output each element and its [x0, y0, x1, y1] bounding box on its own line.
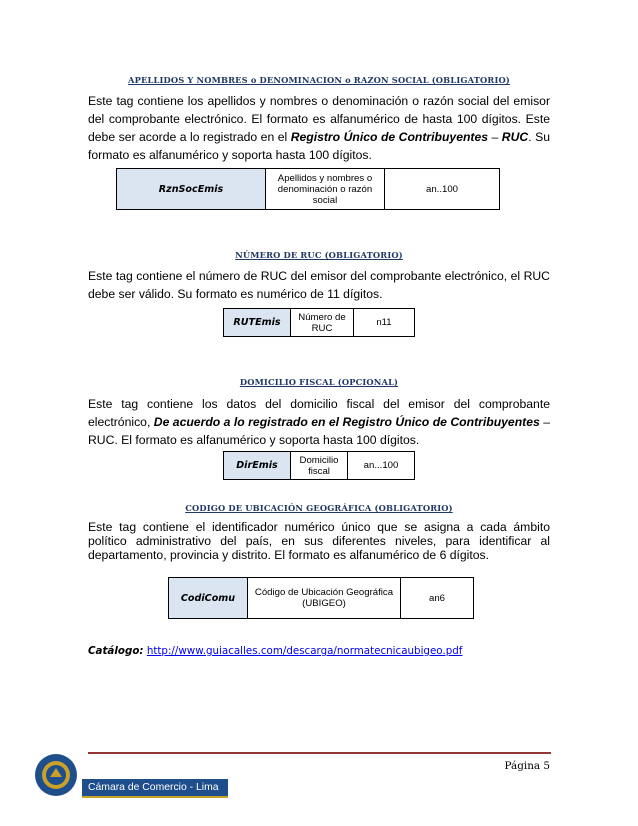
catalog-label: Catálogo: — [88, 645, 144, 657]
banner-underline — [82, 796, 228, 798]
chamber-seal-logo — [34, 753, 78, 797]
tag-table-razon-social — [116, 168, 500, 210]
section-heading-domicilio: DOMICILIO FISCAL (OPCIONAL) — [239, 377, 399, 387]
paragraph-domicilio: Este tag contiene los datos del domicilio fiscal del emisor del comprobante electrónico, De acuerdo a lo registrado en el Registro Único de Contribuyentes – RUC. El formato es alfanumérico y soporta hasta 100 dígitos. — [88, 397, 550, 447]
section-heading-razon-social: APELLIDOS Y NOMBRES o DENOMINACION o RAZON SOCIAL (OBLIGATORIO) — [128, 75, 510, 85]
tag-description: Domicilio fiscal — [291, 452, 348, 480]
tag-description: Número de RUC — [291, 309, 354, 337]
tag-name: DirEmis — [224, 452, 291, 480]
tag-description: Código de Ubicación Geográfica (UBIGEO) — [248, 578, 401, 619]
page-number: Página 5 — [504, 760, 550, 772]
tag-table-ruc — [223, 308, 415, 337]
paragraph-ubigeo: Este tag contiene el identificador numérico único que se asigna a cada ámbito político administrativo del país, en sus diferentes niveles, para identificar al departamento, provincia y distrito. El formato es alfanumérico de 6 dígitos. — [88, 520, 550, 562]
tag-format: an6 — [401, 578, 474, 619]
tag-name: RUTEmis — [224, 309, 291, 337]
footer-rule — [88, 752, 551, 754]
catalog-link[interactable]: http://www.guiacalles.com/descarga/normatecnicaubigeo.pdf — [146, 645, 463, 657]
section-heading-ruc: NÚMERO DE RUC (OBLIGATORIO) — [235, 250, 403, 260]
catalog-line — [88, 645, 462, 657]
paragraph-razon-social: Este tag contiene los apellidos y nombres o denominación o razón social del emisor del comprobante electrónico. El formato es alfanumérico de hasta 100 dígitos. Este debe ser acorde a lo registrado en el Registro Único de Contribuyentes – RUC. Su formato es alfanumérico y soporta hasta 100 dígitos. — [88, 94, 550, 162]
tag-name: RznSocEmis — [117, 169, 266, 210]
tag-name: CodiComu — [169, 578, 248, 619]
tag-table-domicilio — [223, 451, 415, 480]
chamber-banner: Cámara de Comercio - Lima — [82, 779, 228, 796]
paragraph-ruc: Este tag contiene el número de RUC del emisor del comprobante electrónico, el RUC debe ser válido. Su formato es numérico de 11 dígitos. — [88, 269, 550, 301]
section-heading-ubigeo: CODIGO DE UBICACIÓN GEOGRÁFICA (OBLIGATORIO) — [185, 503, 453, 513]
tag-description: Apellidos y nombres o denominación o razón social — [266, 169, 385, 210]
tag-format: an..100 — [385, 169, 500, 210]
tag-format: n11 — [354, 309, 415, 337]
tag-format: an...100 — [348, 452, 415, 480]
tag-table-ubigeo — [168, 577, 474, 619]
